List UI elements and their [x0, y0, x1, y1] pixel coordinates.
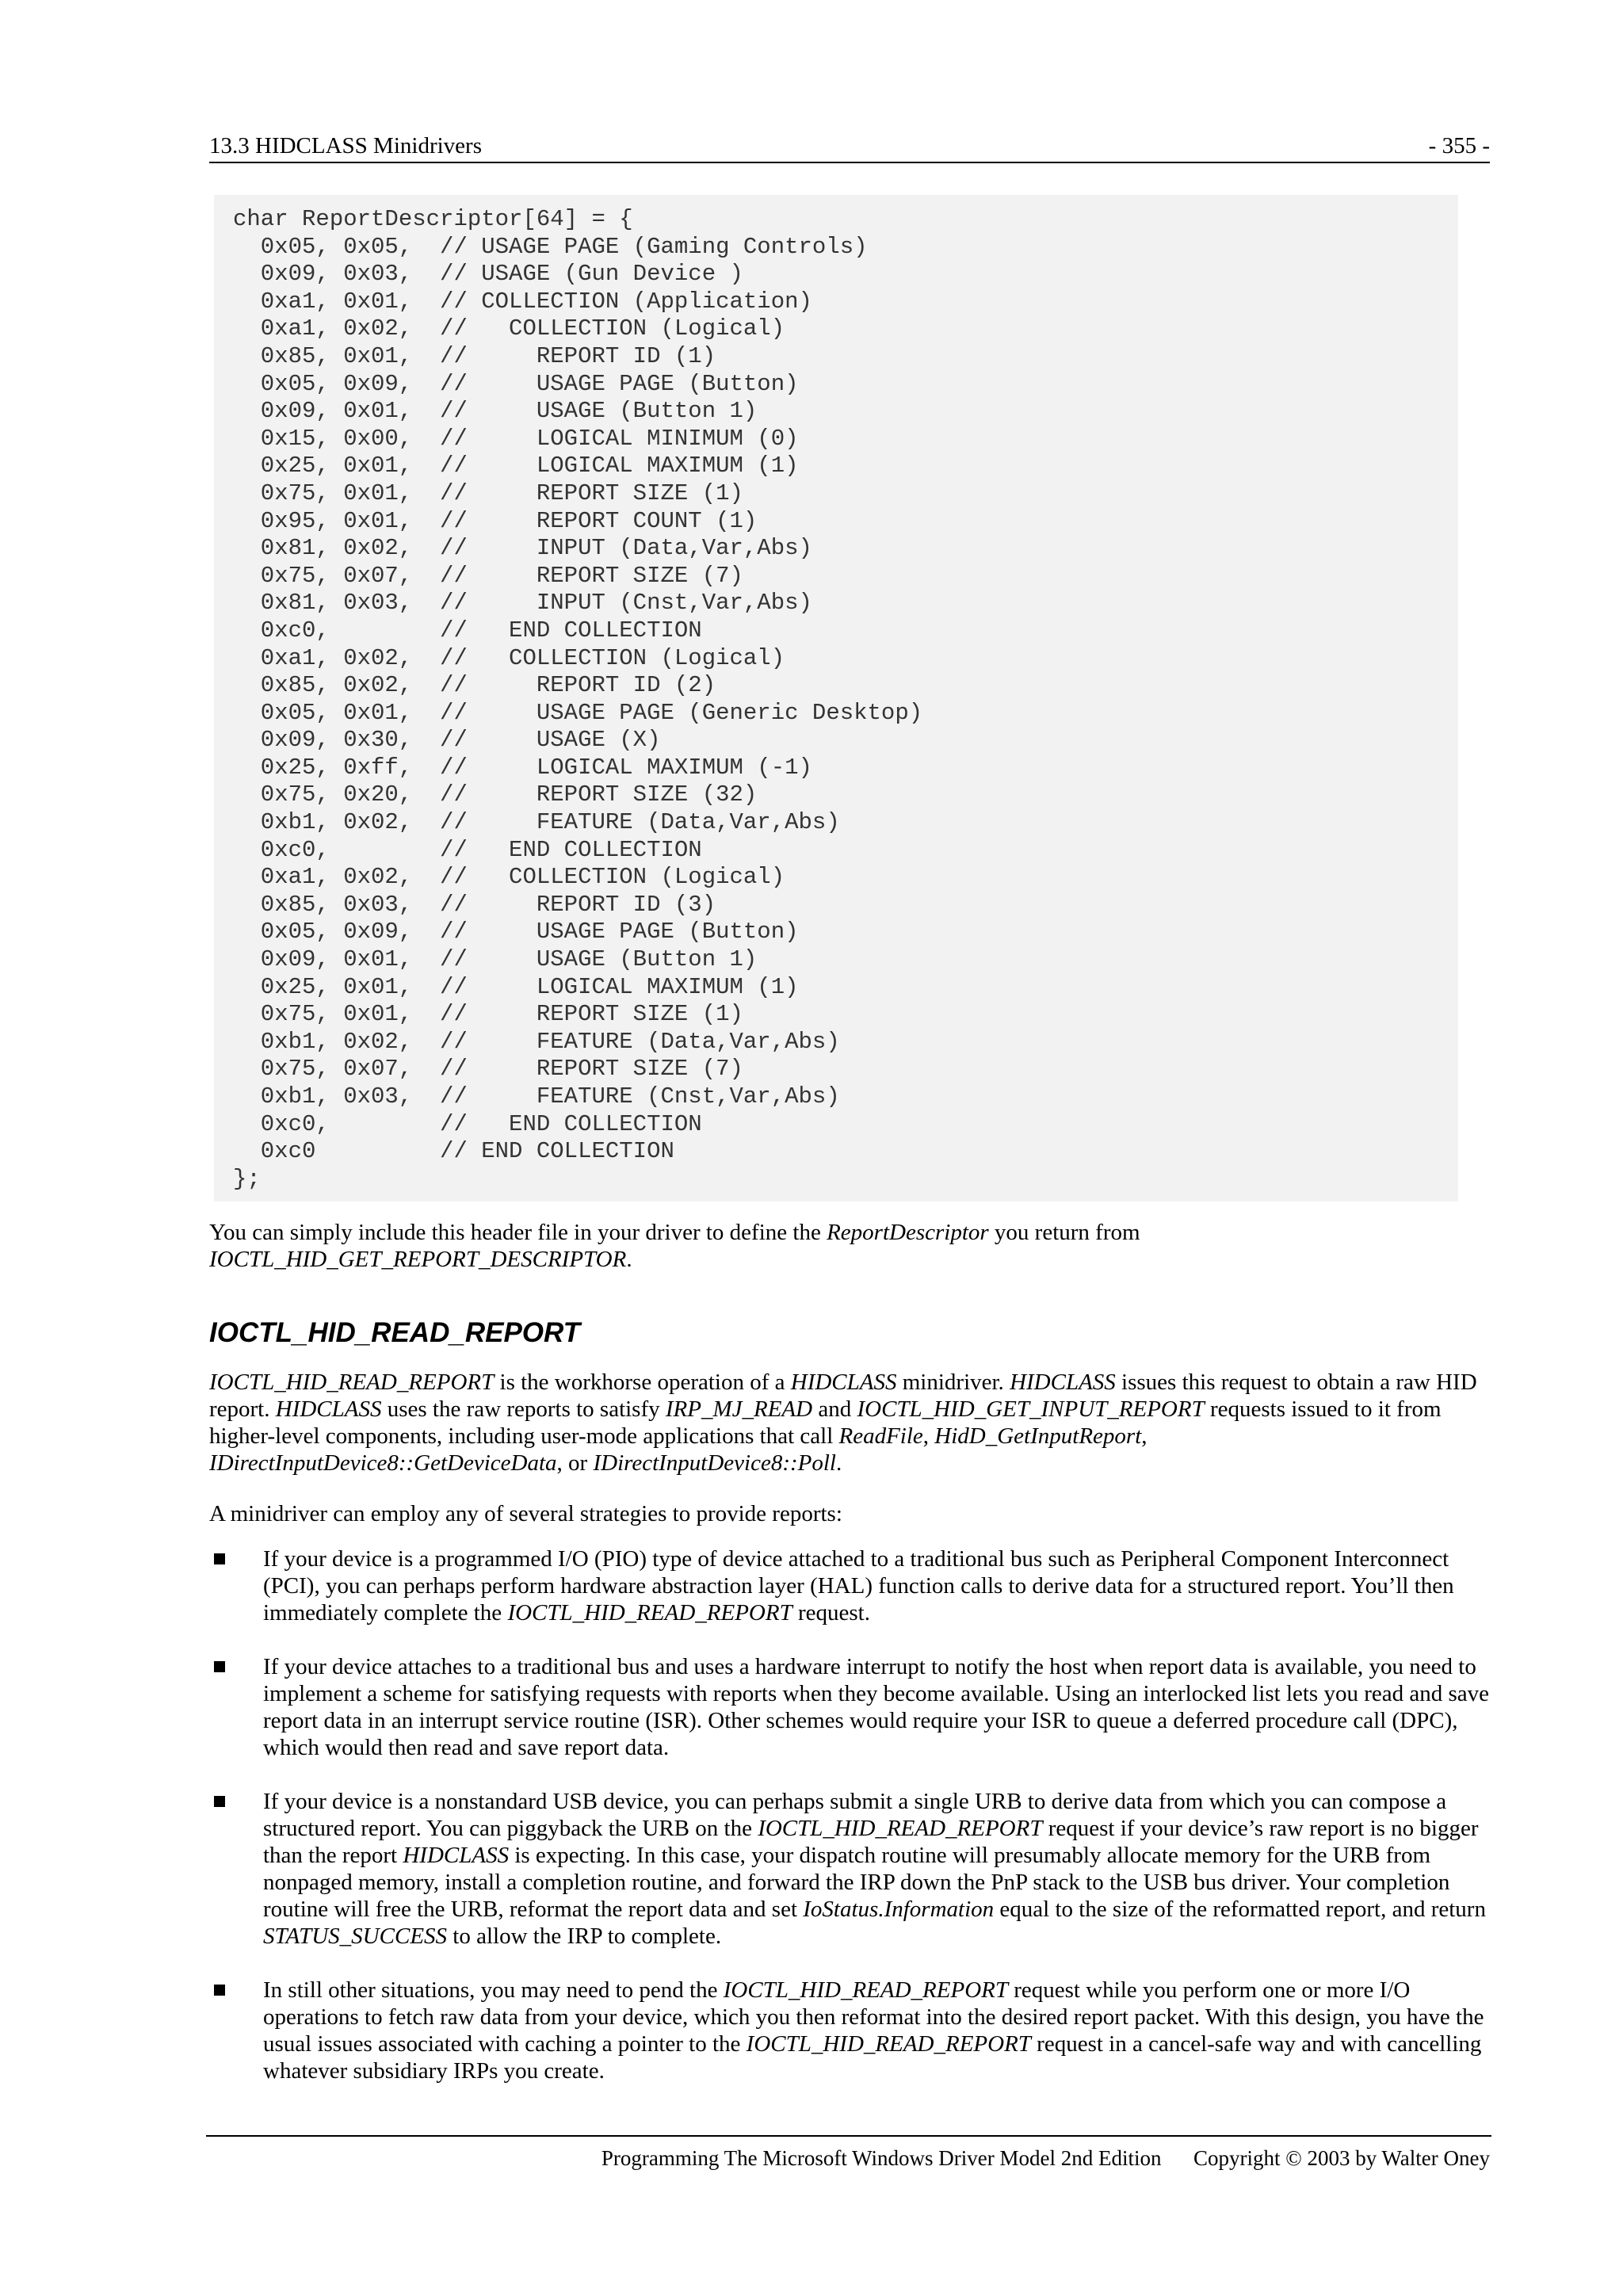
header-section-title: 13.3 HIDCLASS Minidrivers — [209, 133, 482, 159]
code-line: 0xc0 // END COLLECTION — [233, 1138, 674, 1165]
code-line: 0x75, 0x01, // REPORT SIZE (1) — [233, 1001, 743, 1028]
paragraph-strategies: A minidriver can employ any of several strategies to provide reports: — [209, 1501, 842, 1526]
code-line: 0x75, 0x01, // REPORT SIZE (1) — [233, 479, 743, 506]
code-line: 0x95, 0x01, // REPORT COUNT (1) — [233, 507, 758, 534]
strategy-list — [209, 1545, 1490, 2111]
code-line: 0x09, 0x30, // USAGE (X) — [233, 727, 661, 754]
code-line: 0x15, 0x00, // LOGICAL MINIMUM (0) — [233, 425, 799, 452]
code-line: 0x85, 0x03, // REPORT ID (3) — [233, 891, 716, 918]
code-line: 0x85, 0x02, // REPORT ID (2) — [233, 672, 716, 699]
footer-book-title: Programming The Microsoft Windows Driver Model 2nd Edition — [601, 2146, 1162, 2170]
header-page-number: - 355 - — [1428, 133, 1490, 159]
code-line: 0x75, 0x07, // REPORT SIZE (7) — [233, 1056, 743, 1083]
intro-text-3: . — [626, 1247, 632, 1272]
code-line: 0x85, 0x01, // REPORT ID (1) — [233, 342, 716, 369]
code-listing — [214, 195, 1458, 1201]
intro-text-1: You can simply include this header file in your driver to define the — [209, 1220, 827, 1245]
code-line: char ReportDescriptor[64] = { — [233, 206, 633, 232]
code-line: 0x25, 0x01, // LOGICAL MAXIMUM (1) — [233, 453, 799, 479]
square-bullet-icon — [214, 1661, 225, 1672]
intro-paragraph — [209, 1219, 1477, 1273]
code-line: 0xc0, // END COLLECTION — [233, 1110, 702, 1137]
code-line: 0xb1, 0x02, // FEATURE (Data,Var,Abs) — [233, 809, 840, 836]
code-line: 0x09, 0x01, // USAGE (Button 1) — [233, 946, 758, 973]
code-line: 0x75, 0x07, // REPORT SIZE (7) — [233, 562, 743, 589]
code-line: 0x05, 0x09, // USAGE PAGE (Button) — [233, 370, 799, 397]
code-line: 0x05, 0x01, // USAGE PAGE (Generic Desktop) — [233, 699, 923, 726]
code-line: 0x25, 0xff, // LOGICAL MAXIMUM (-1) — [233, 754, 812, 781]
page-footer — [206, 2135, 1491, 2170]
code-line: 0xc0, // END COLLECTION — [233, 836, 702, 863]
square-bullet-icon — [214, 1985, 225, 1996]
code-line: 0x09, 0x03, // USAGE (Gun Device ) — [233, 261, 743, 288]
section-heading: IOCTL_HID_READ_REPORT — [209, 1317, 581, 1348]
code-block — [233, 206, 922, 1193]
code-line: 0x09, 0x01, // USAGE (Button 1) — [233, 398, 758, 425]
code-line: 0xa1, 0x02, // COLLECTION (Logical) — [233, 315, 785, 342]
list-item: If your device attaches to a traditional bus and uses a hardware interrupt to notify the host when report data is available, you need to implement a scheme for satisfying requests with reports when they become available. Using an interlocked list lets you read and save report data in an interrupt service routine (ISR). Other schemes would require your ISR to queue a deferred procedure call (DPC), which would then read and save report data. — [209, 1653, 1490, 1761]
code-line: 0xb1, 0x03, // FEATURE (Cnst,Var,Abs) — [233, 1083, 840, 1110]
page-header — [209, 130, 1490, 163]
intro-text-2: you return from — [988, 1220, 1140, 1245]
footer-copyright: Copyright © 2003 by Walter Oney — [1193, 2146, 1490, 2170]
list-item: In still other situations, you may need to pend the IOCTL_HID_READ_REPORT request while you perform one or more I/O operations to fetch raw data from your device, which you then reformat into the desired report packet. With this design, you have the usual issues associated with caching a pointer to the IOCTL_HID_READ_REPORT request in a cancel-safe way and with cancelling whatever subsidiary IRPs you create. — [209, 1977, 1490, 2084]
code-line: 0x05, 0x05, // USAGE PAGE (Gaming Controls) — [233, 233, 868, 260]
code-line: 0x25, 0x01, // LOGICAL MAXIMUM (1) — [233, 973, 799, 1000]
code-line: 0xa1, 0x01, // COLLECTION (Application) — [233, 288, 812, 315]
code-line: 0x75, 0x20, // REPORT SIZE (32) — [233, 781, 758, 808]
code-line: 0xb1, 0x02, // FEATURE (Data,Var,Abs) — [233, 1028, 840, 1055]
code-line: 0xc0, // END COLLECTION — [233, 617, 702, 644]
intro-ioctl-name: IOCTL_HID_GET_REPORT_DESCRIPTOR — [209, 1247, 627, 1272]
code-line: 0x05, 0x09, // USAGE PAGE (Button) — [233, 919, 799, 946]
code-line: 0xa1, 0x02, // COLLECTION (Logical) — [233, 864, 785, 891]
code-line: 0x81, 0x03, // INPUT (Cnst,Var,Abs) — [233, 590, 812, 617]
code-line: 0xa1, 0x02, // COLLECTION (Logical) — [233, 644, 785, 671]
footer-text — [601, 2146, 1490, 2171]
list-item: If your device is a nonstandard USB device, you can perhaps submit a single URB to derive data from which you can compose a structured report. You can piggyback the URB on the IOCTL_HID_READ_REPORT request if your device’s raw report is no bigger than the report HIDCLASS is expecting. In this case, your dispatch routine will presumably allocate memory for the URB from nonpaged memory, install a completion routine, and forward the IRP down the PnP stack to the USB bus driver. Your completion routine will free the URB, reformat the report data and set IoStatus.Information equal to the size of the reformatted report, and return STATUS_SUCCESS to allow the IRP to complete. — [209, 1788, 1490, 1950]
intro-report-descriptor: ReportDescriptor — [827, 1220, 989, 1245]
code-line: }; — [233, 1165, 261, 1192]
square-bullet-icon — [214, 1796, 225, 1807]
paragraph-workhorse: IOCTL_HID_READ_REPORT is the workhorse operation of a HIDCLASS minidriver. HIDCLASS issues this request to obtain a raw HID report. HIDCLASS uses the raw reports to satisfy IRP_MJ_READ and IOCTL_HID_GET_INPUT_REPORT requests issued to it from higher-level components, including user-mode applications that call ReadFile, HidD_GetInputReport, IDirectInputDevice8::GetDeviceData, or IDirectInputDevice8::Poll. — [209, 1370, 1477, 1476]
code-line: 0x81, 0x02, // INPUT (Data,Var,Abs) — [233, 535, 812, 562]
square-bullet-icon — [214, 1553, 225, 1564]
list-item: If your device is a programmed I/O (PIO) type of device attached to a traditional bus such as Peripheral Component Interconnect (PCI), you can perhaps perform hardware abstraction layer (HAL) function calls to derive data for a structured report. You’ll then immediately complete the IOCTL_HID_READ_REPORT request. — [209, 1545, 1490, 1626]
